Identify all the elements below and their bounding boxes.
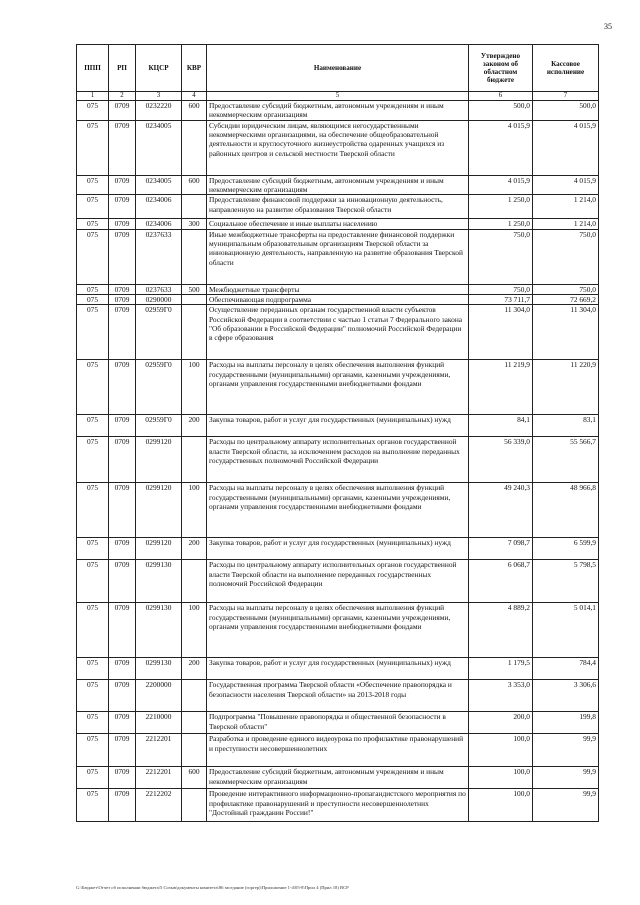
cell-approved: 500,0 xyxy=(469,101,533,121)
cell-rp: 0709 xyxy=(109,415,136,437)
cell-kcsr: 0234006 xyxy=(136,219,182,229)
cell-approved: 49 240,3 xyxy=(469,483,533,538)
cell-rp: 0709 xyxy=(109,560,136,603)
cell-kcsr: 0232220 xyxy=(136,101,182,121)
table-row xyxy=(77,538,599,560)
cell-executed: 4 015,9 xyxy=(533,120,599,175)
cell-ppp: 075 xyxy=(77,734,109,767)
cell-rp: 0709 xyxy=(109,483,136,538)
table-row xyxy=(77,767,599,789)
cell-kvr: 200 xyxy=(182,658,207,680)
cell-approved: 100,0 xyxy=(469,789,533,822)
cell-name: Социальное обеспечение и иные выплаты населению xyxy=(207,219,469,229)
table-row xyxy=(77,360,599,415)
cell-ppp: 075 xyxy=(77,680,109,712)
footer-path: G:\Бюджет\Отчет об исполнении бюджета\5 Созыв\документы комитета\86 заседание (горгер)\Приложение 1-4\05-8\Прил 4 (Прил 18) ВСР xyxy=(76,885,349,890)
table-row xyxy=(77,415,599,437)
budget-table xyxy=(76,44,599,822)
cell-kvr xyxy=(182,734,207,767)
table-row xyxy=(77,680,599,712)
cell-ppp: 075 xyxy=(77,658,109,680)
cell-approved: 11 304,0 xyxy=(469,305,533,360)
cell-ppp: 075 xyxy=(77,483,109,538)
cell-approved: 7 098,7 xyxy=(469,538,533,560)
cell-kcsr: 0290000 xyxy=(136,294,182,304)
cell-name: Осуществление переданных органам государственной власти субъектов Российской Федерации в соответствии с частью 1 статьи 7 Федерального закона "Об образовании в Российской Федерации" полномочий Российской Федерации в сфере образования xyxy=(207,305,469,360)
cell-kcsr: 2210000 xyxy=(136,712,182,734)
cell-rp: 0709 xyxy=(109,767,136,789)
cell-name: Закупка товаров, работ и услуг для государственных (муниципальных) нужд xyxy=(207,538,469,560)
cell-kcsr: 0237633 xyxy=(136,229,182,284)
cell-approved: 3 353,0 xyxy=(469,680,533,712)
header-ppp: ППП xyxy=(77,45,109,92)
cell-kvr xyxy=(182,294,207,304)
cell-kvr xyxy=(182,680,207,712)
cell-rp: 0709 xyxy=(109,229,136,284)
cell-rp: 0709 xyxy=(109,101,136,121)
cell-rp: 0709 xyxy=(109,603,136,658)
cell-kcsr: 2200000 xyxy=(136,680,182,712)
table-row xyxy=(77,305,599,360)
table-row xyxy=(77,219,599,229)
cell-rp: 0709 xyxy=(109,305,136,360)
header-kcsr: КЦСР xyxy=(136,45,182,92)
table-row xyxy=(77,658,599,680)
cell-rp: 0709 xyxy=(109,680,136,712)
cell-kcsr: 2212201 xyxy=(136,734,182,767)
cell-name: Предоставление субсидий бюджетным, автономным учреждениям и иным некоммерческим организациям xyxy=(207,767,469,789)
cell-kcsr: 0299130 xyxy=(136,560,182,603)
cell-kcsr: 0234005 xyxy=(136,120,182,175)
cell-ppp: 075 xyxy=(77,603,109,658)
cell-ppp: 075 xyxy=(77,175,109,195)
cell-ppp: 075 xyxy=(77,120,109,175)
cell-approved: 100,0 xyxy=(469,767,533,789)
cell-executed: 99,9 xyxy=(533,789,599,822)
cell-executed: 99,9 xyxy=(533,734,599,767)
cell-executed: 55 566,7 xyxy=(533,437,599,483)
cell-kvr xyxy=(182,560,207,603)
table-row xyxy=(77,483,599,538)
cell-rp: 0709 xyxy=(109,360,136,415)
table-row xyxy=(77,175,599,195)
table-row xyxy=(77,734,599,767)
cell-executed: 72 669,2 xyxy=(533,294,599,304)
cell-name: Обеспечивающая подпрограмма xyxy=(207,294,469,304)
cell-kcsr: 0299130 xyxy=(136,658,182,680)
cell-kcsr: 02959Г0 xyxy=(136,360,182,415)
cell-kvr: 500 xyxy=(182,284,207,294)
cell-kvr xyxy=(182,195,207,219)
cell-rp: 0709 xyxy=(109,195,136,219)
cell-executed: 99,9 xyxy=(533,767,599,789)
cell-name: Расходы по центральному аппарату исполнительных органов государственной власти Тверской области, за исключением расходов на выполнение переданных государственных полномочий Российской Федерации xyxy=(207,437,469,483)
column-number: 5 xyxy=(207,92,469,101)
cell-rp: 0709 xyxy=(109,538,136,560)
cell-executed: 48 966,8 xyxy=(533,483,599,538)
cell-approved: 1 250,0 xyxy=(469,219,533,229)
cell-kvr xyxy=(182,789,207,822)
cell-rp: 0709 xyxy=(109,294,136,304)
table-row xyxy=(77,789,599,822)
cell-rp: 0709 xyxy=(109,712,136,734)
cell-name: Государственная программа Тверской области «Обеспечение правопорядка и безопасности населения Тверской области» на 2013-2018 годы xyxy=(207,680,469,712)
cell-rp: 0709 xyxy=(109,120,136,175)
cell-kcsr: 2212202 xyxy=(136,789,182,822)
table-row xyxy=(77,101,599,121)
column-number: 4 xyxy=(182,92,207,101)
cell-kcsr: 2212201 xyxy=(136,767,182,789)
cell-approved: 750,0 xyxy=(469,284,533,294)
cell-kvr: 200 xyxy=(182,415,207,437)
cell-ppp: 075 xyxy=(77,767,109,789)
column-number: 6 xyxy=(469,92,533,101)
cell-approved: 4 015,9 xyxy=(469,175,533,195)
cell-name: Предоставление субсидий бюджетным, автономным учреждениям и иным некоммерческим организациям xyxy=(207,101,469,121)
cell-name: Расходы по центральному аппарату исполнительных органов государственной власти Тверской области на выполнение переданных государственных полномочий Российской Федерации xyxy=(207,560,469,603)
cell-kcsr: 0299130 xyxy=(136,603,182,658)
cell-executed: 3 306,6 xyxy=(533,680,599,712)
cell-kvr: 100 xyxy=(182,360,207,415)
page-number: 35 xyxy=(604,22,612,31)
cell-name: Проведение интерактивного информационно-пропагандистского мероприятия по профилактике правонарушений и преступности несовершеннолетних "Достойный гражданин России!" xyxy=(207,789,469,822)
cell-kvr: 600 xyxy=(182,175,207,195)
table-row xyxy=(77,712,599,734)
cell-name: Расходы на выплаты персоналу в целях обеспечения выполнения функций государственными (муниципальными) органами, казенными учреждениями, органами управления государственными внебюджетными фондами xyxy=(207,483,469,538)
cell-kvr xyxy=(182,437,207,483)
table-body xyxy=(77,101,599,822)
cell-approved: 4 015,9 xyxy=(469,120,533,175)
cell-approved: 6 068,7 xyxy=(469,560,533,603)
cell-ppp: 075 xyxy=(77,229,109,284)
cell-kvr: 200 xyxy=(182,538,207,560)
table-row xyxy=(77,294,599,304)
cell-ppp: 075 xyxy=(77,305,109,360)
cell-name: Расходы на выплаты персоналу в целях обеспечения выполнения функций государственными (муниципальными) органами, казенными учреждениями, органами управления государственными внебюджетными фондами xyxy=(207,603,469,658)
cell-rp: 0709 xyxy=(109,219,136,229)
cell-approved: 750,0 xyxy=(469,229,533,284)
cell-ppp: 075 xyxy=(77,195,109,219)
cell-kcsr: 02959Г0 xyxy=(136,415,182,437)
cell-ppp: 075 xyxy=(77,415,109,437)
cell-approved: 100,0 xyxy=(469,734,533,767)
cell-name: Закупка товаров, работ и услуг для государственных (муниципальных) нужд xyxy=(207,658,469,680)
cell-executed: 4 015,9 xyxy=(533,175,599,195)
cell-ppp: 075 xyxy=(77,284,109,294)
cell-kcsr: 0234006 xyxy=(136,195,182,219)
cell-kcsr: 0234005 xyxy=(136,175,182,195)
cell-kcsr: 0299120 xyxy=(136,483,182,538)
cell-kvr: 300 xyxy=(182,219,207,229)
cell-approved: 4 889,2 xyxy=(469,603,533,658)
table-row xyxy=(77,195,599,219)
table-row xyxy=(77,437,599,483)
cell-executed: 199,8 xyxy=(533,712,599,734)
header-executed: Кассовое исполнение xyxy=(533,45,599,92)
cell-name: Закупка товаров, работ и услуг для государственных (муниципальных) нужд xyxy=(207,415,469,437)
cell-approved: 200,0 xyxy=(469,712,533,734)
cell-ppp: 075 xyxy=(77,360,109,415)
column-number-row xyxy=(77,92,599,101)
cell-name: Расходы на выплаты персоналу в целях обеспечения выполнения функций государственными (муниципальными) органами, казенными учреждениями, органами управления государственными внебюджетными фондами xyxy=(207,360,469,415)
cell-approved: 84,1 xyxy=(469,415,533,437)
cell-rp: 0709 xyxy=(109,658,136,680)
column-number: 3 xyxy=(136,92,182,101)
cell-executed: 1 214,0 xyxy=(533,219,599,229)
cell-ppp: 075 xyxy=(77,101,109,121)
cell-kvr xyxy=(182,229,207,284)
header-rp: РП xyxy=(109,45,136,92)
column-number: 1 xyxy=(77,92,109,101)
cell-kvr: 600 xyxy=(182,101,207,121)
cell-ppp: 075 xyxy=(77,712,109,734)
cell-executed: 750,0 xyxy=(533,229,599,284)
header-kvr: КВР xyxy=(182,45,207,92)
cell-approved: 73 711,7 xyxy=(469,294,533,304)
cell-ppp: 075 xyxy=(77,538,109,560)
cell-executed: 1 214,0 xyxy=(533,195,599,219)
cell-kvr: 100 xyxy=(182,483,207,538)
header-name: Наименование xyxy=(207,45,469,92)
cell-executed: 83,1 xyxy=(533,415,599,437)
cell-name: Иные межбюджетные трансферты на предоставление финансовой поддержки муниципальным образовательным организациям Тверской области за инновационную деятельность, направленную на развитие образования Тверской области xyxy=(207,229,469,284)
cell-rp: 0709 xyxy=(109,284,136,294)
cell-executed: 5 798,5 xyxy=(533,560,599,603)
cell-rp: 0709 xyxy=(109,734,136,767)
cell-kvr xyxy=(182,712,207,734)
cell-approved: 56 339,0 xyxy=(469,437,533,483)
cell-ppp: 075 xyxy=(77,437,109,483)
cell-name: Разработка и проведение единого видеоурока по профилактике правонарушений и преступности несовершеннолетних xyxy=(207,734,469,767)
cell-executed: 784,4 xyxy=(533,658,599,680)
cell-executed: 750,0 xyxy=(533,284,599,294)
cell-name: Предоставление финансовой поддержки за инновационную деятельность, направленную на развитие образования Тверской области xyxy=(207,195,469,219)
cell-executed: 5 014,1 xyxy=(533,603,599,658)
cell-kcsr: 0299120 xyxy=(136,437,182,483)
cell-name: Подпрограмма "Повышение правопорядка и общественной безопасности в Тверской области" xyxy=(207,712,469,734)
cell-kcsr: 02959Г0 xyxy=(136,305,182,360)
header-approved: Утверждено законом об областном бюджете xyxy=(469,45,533,92)
cell-rp: 0709 xyxy=(109,437,136,483)
table-row xyxy=(77,603,599,658)
cell-executed: 11 304,0 xyxy=(533,305,599,360)
cell-approved: 1 250,0 xyxy=(469,195,533,219)
table-row xyxy=(77,229,599,284)
cell-rp: 0709 xyxy=(109,789,136,822)
cell-ppp: 075 xyxy=(77,219,109,229)
cell-ppp: 075 xyxy=(77,560,109,603)
table-row xyxy=(77,120,599,175)
cell-kvr xyxy=(182,120,207,175)
table-row xyxy=(77,560,599,603)
table-row xyxy=(77,284,599,294)
cell-kcsr: 0299120 xyxy=(136,538,182,560)
column-number: 7 xyxy=(533,92,599,101)
cell-executed: 500,0 xyxy=(533,101,599,121)
cell-name: Межбюджетные трансферты xyxy=(207,284,469,294)
cell-name: Предоставление субсидий бюджетным, автономным учреждениям и иным некоммерческим организациям xyxy=(207,175,469,195)
cell-rp: 0709 xyxy=(109,175,136,195)
column-number: 2 xyxy=(109,92,136,101)
cell-ppp: 075 xyxy=(77,294,109,304)
cell-approved: 11 219,9 xyxy=(469,360,533,415)
cell-name: Субсидии юридическим лицам, являющимся негосударственными некоммерческими организациями, на обеспечение общеобразовательной деятельности и круглосуточного жизнеустройства одаренных учащихся из районных центров и сельской местности Тверской области xyxy=(207,120,469,175)
cell-executed: 11 220,9 xyxy=(533,360,599,415)
cell-kvr: 600 xyxy=(182,767,207,789)
cell-kvr xyxy=(182,305,207,360)
header-row xyxy=(77,45,599,92)
cell-kvr: 100 xyxy=(182,603,207,658)
cell-ppp: 075 xyxy=(77,789,109,822)
cell-kcsr: 0237633 xyxy=(136,284,182,294)
cell-approved: 1 179,5 xyxy=(469,658,533,680)
cell-executed: 6 599,9 xyxy=(533,538,599,560)
